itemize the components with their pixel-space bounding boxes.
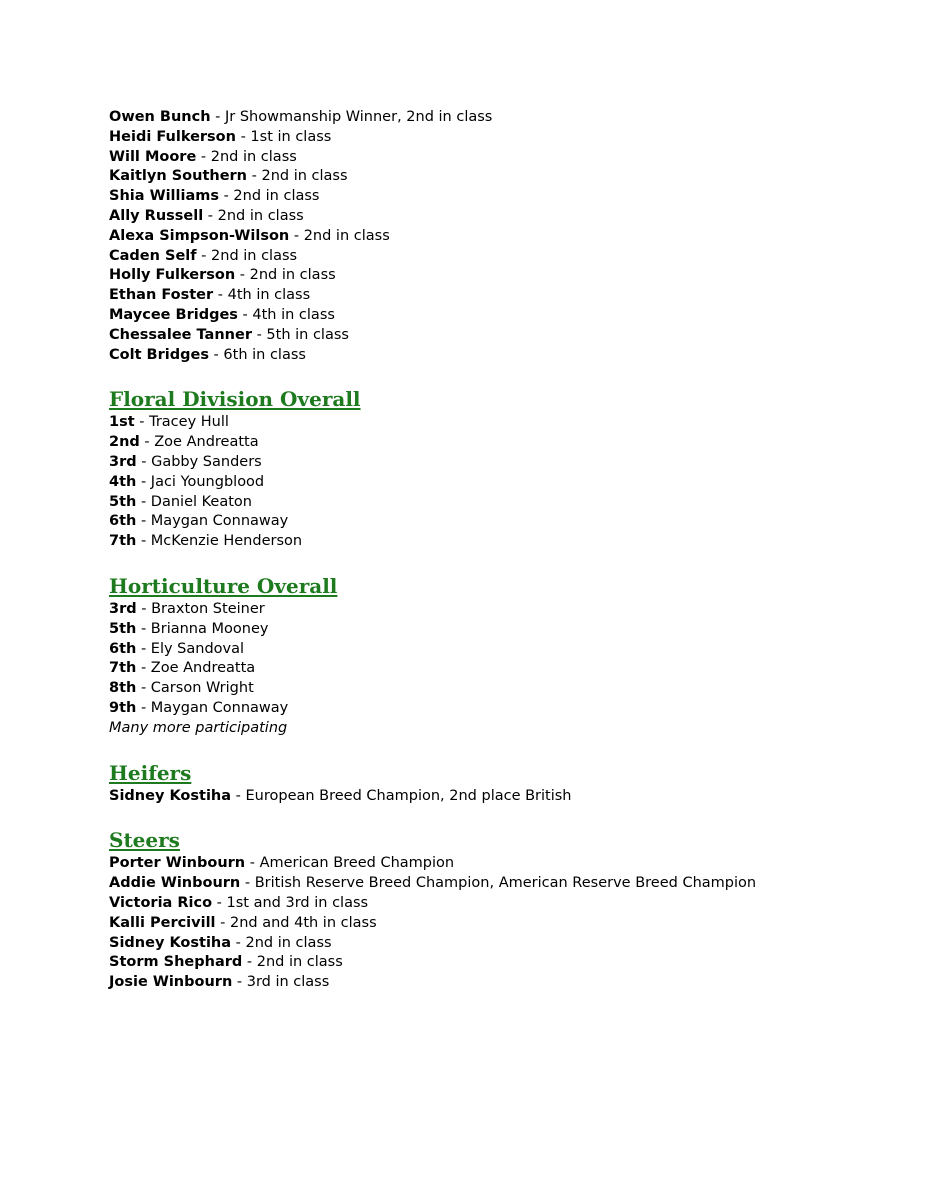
entrant-name: Kalli Percivill — [109, 914, 216, 931]
placement: 2nd — [109, 434, 140, 451]
result-entry: 3rd - Braxton Steiner — [109, 600, 265, 617]
result-entry: Kaitlyn Southern - 2nd in class — [109, 168, 348, 185]
entrant-detail: 2nd in class — [233, 188, 320, 205]
placement: 1st — [109, 414, 135, 431]
entrant-detail: 2nd in class — [217, 207, 304, 224]
document-page — [109, 108, 889, 993]
entrant-name: Alexa Simpson-Wilson — [109, 227, 290, 244]
entrant-name: Tracey Hull — [149, 414, 229, 431]
result-entry: Addie Winbourn - British Reserve Breed Champion, American Reserve Breed Champion — [109, 875, 757, 892]
result-entry: Alexa Simpson-Wilson - 2nd in class — [109, 227, 390, 244]
result-entry: Colt Bridges - 6th in class — [109, 346, 306, 363]
entrant-detail: 6th in class — [223, 346, 306, 363]
placement: 5th — [109, 493, 137, 510]
section-heading-steers: Steers — [109, 828, 180, 853]
result-entry: Will Moore - 2nd in class — [109, 148, 297, 165]
entrant-name: Maygan Connaway — [150, 699, 289, 716]
result-entry: Victoria Rico - 1st and 3rd in class — [109, 894, 369, 911]
results-list-steers — [109, 854, 889, 993]
entrant-detail: 4th in class — [252, 306, 335, 323]
entrant-name: Shia Williams — [109, 188, 219, 205]
entrant-name: Sidney Kostiha — [109, 787, 232, 804]
result-entry: 1st - Tracey Hull — [109, 414, 229, 431]
placement: 6th — [109, 513, 137, 530]
entrant-name: Sidney Kostiha — [109, 934, 232, 951]
result-entry: Maycee Bridges - 4th in class — [109, 306, 335, 323]
entrant-name: Carson Wright — [150, 680, 254, 697]
entrant-name: Josie Winbourn — [109, 974, 233, 991]
entrant-detail: 2nd in class — [249, 267, 336, 284]
result-entry: Heidi Fulkerson - 1st in class — [109, 128, 332, 145]
results-list-horticulture — [109, 600, 889, 739]
result-entry: 9th - Maygan Connaway — [109, 699, 289, 716]
result-entry: 7th - McKenzie Henderson — [109, 533, 303, 550]
placement: 7th — [109, 533, 137, 550]
result-entry: 6th - Maygan Connaway — [109, 513, 289, 530]
entrant-detail: European Breed Champion, 2nd place British — [245, 787, 572, 804]
entrant-name: McKenzie Henderson — [150, 533, 303, 550]
entrant-detail: American Breed Champion — [259, 855, 455, 872]
entrant-name: Brianna Mooney — [150, 620, 269, 637]
result-entry: Storm Shephard - 2nd in class — [109, 954, 343, 971]
entrant-detail: 2nd in class — [210, 148, 297, 165]
results-list-showmanship — [109, 108, 889, 365]
entrant-name: Owen Bunch — [109, 109, 211, 125]
entrant-name: Ethan Foster — [109, 287, 214, 304]
section-heading-floral: Floral Division Overall — [109, 387, 361, 412]
entrant-name: Victoria Rico — [109, 894, 213, 911]
entrant-name: Holly Fulkerson — [109, 267, 236, 284]
result-entry: Sidney Kostiha - European Breed Champion, 2nd place British — [109, 787, 572, 804]
entrant-name: Addie Winbourn — [109, 875, 241, 892]
placement: 9th — [109, 699, 137, 716]
result-entry: Sidney Kostiha - 2nd in class — [109, 934, 332, 951]
placement: 7th — [109, 660, 137, 677]
entrant-detail: Jr Showmanship Winner, 2nd in class — [225, 109, 493, 125]
result-entry: Chessalee Tanner - 5th in class — [109, 326, 349, 343]
section-heading-horticulture: Horticulture Overall — [109, 573, 338, 598]
result-entry: 7th - Zoe Andreatta — [109, 660, 256, 677]
result-entry: Ally Russell - 2nd in class — [109, 207, 304, 224]
placement: 3rd — [109, 600, 137, 617]
entrant-name: Ally Russell — [109, 207, 204, 224]
entrant-detail: British Reserve Breed Champion, American Reserve Breed Champion — [254, 875, 757, 892]
placement: 3rd — [109, 453, 137, 470]
result-entry: Owen Bunch - Jr Showmanship Winner, 2nd in class — [109, 109, 493, 125]
entrant-name: Caden Self — [109, 247, 197, 264]
result-entry: Porter Winbourn - American Breed Champion — [109, 855, 455, 872]
entrant-name: Kaitlyn Southern — [109, 168, 248, 185]
entrant-name: Gabby Sanders — [151, 453, 262, 470]
entrant-detail: 2nd and 4th in class — [229, 914, 377, 931]
entrant-name: Porter Winbourn — [109, 855, 246, 872]
entrant-detail: 3rd in class — [246, 974, 330, 991]
result-entry: 5th - Brianna Mooney — [109, 620, 269, 637]
result-entry: 8th - Carson Wright — [109, 680, 254, 697]
entrant-name: Maycee Bridges — [109, 306, 238, 323]
placement: 5th — [109, 620, 137, 637]
results-list-heifers — [109, 787, 889, 807]
entrant-name: Will Moore — [109, 148, 197, 165]
entrant-name: Zoe Andreatta — [150, 660, 256, 677]
entrant-detail: 1st and 3rd in class — [226, 894, 369, 911]
result-entry: Josie Winbourn - 3rd in class — [109, 974, 330, 991]
result-entry: 5th - Daniel Keaton — [109, 493, 252, 510]
entrant-name: Maygan Connaway — [150, 513, 289, 530]
entrant-detail: 2nd in class — [303, 227, 390, 244]
entrant-detail: 5th in class — [266, 326, 349, 343]
result-entry: 4th - Jaci Youngblood — [109, 473, 265, 490]
result-entry: 3rd - Gabby Sanders — [109, 453, 262, 470]
section-heading-heifers: Heifers — [109, 760, 192, 785]
result-entry: Kalli Percivill - 2nd and 4th in class — [109, 914, 377, 931]
entrant-name: Zoe Andreatta — [154, 434, 259, 451]
entrant-name: Heidi Fulkerson — [109, 128, 236, 145]
results-list-floral — [109, 413, 889, 552]
result-entry: Holly Fulkerson - 2nd in class — [109, 267, 336, 284]
entrant-detail: 4th in class — [227, 287, 311, 304]
entrant-detail: 2nd in class — [211, 247, 298, 264]
entrant-detail: 2nd in class — [256, 954, 343, 971]
placement: 4th — [109, 473, 137, 490]
entrant-name: Daniel Keaton — [150, 493, 252, 510]
entrant-name: Jaci Youngblood — [150, 473, 265, 490]
result-entry: Shia Williams - 2nd in class — [109, 188, 320, 205]
result-entry: 2nd - Zoe Andreatta — [109, 434, 259, 451]
entrant-detail: 2nd in class — [261, 168, 348, 185]
result-entry: 6th - Ely Sandoval — [109, 640, 245, 657]
entrant-name: Chessalee Tanner — [109, 326, 252, 343]
placement: 8th — [109, 680, 137, 697]
entrant-name: Ely Sandoval — [150, 640, 245, 657]
entrant-name: Braxton Steiner — [151, 600, 265, 617]
entrant-name: Colt Bridges — [109, 346, 209, 363]
entrant-detail: 1st in class — [250, 128, 332, 145]
result-entry: Caden Self - 2nd in class — [109, 247, 298, 264]
entrant-detail: 2nd in class — [245, 934, 332, 951]
entrant-name: Storm Shephard — [109, 954, 243, 971]
placement: 6th — [109, 640, 137, 657]
result-entry: Ethan Foster - 4th in class — [109, 287, 311, 304]
participation-note: Many more participating — [109, 719, 288, 736]
